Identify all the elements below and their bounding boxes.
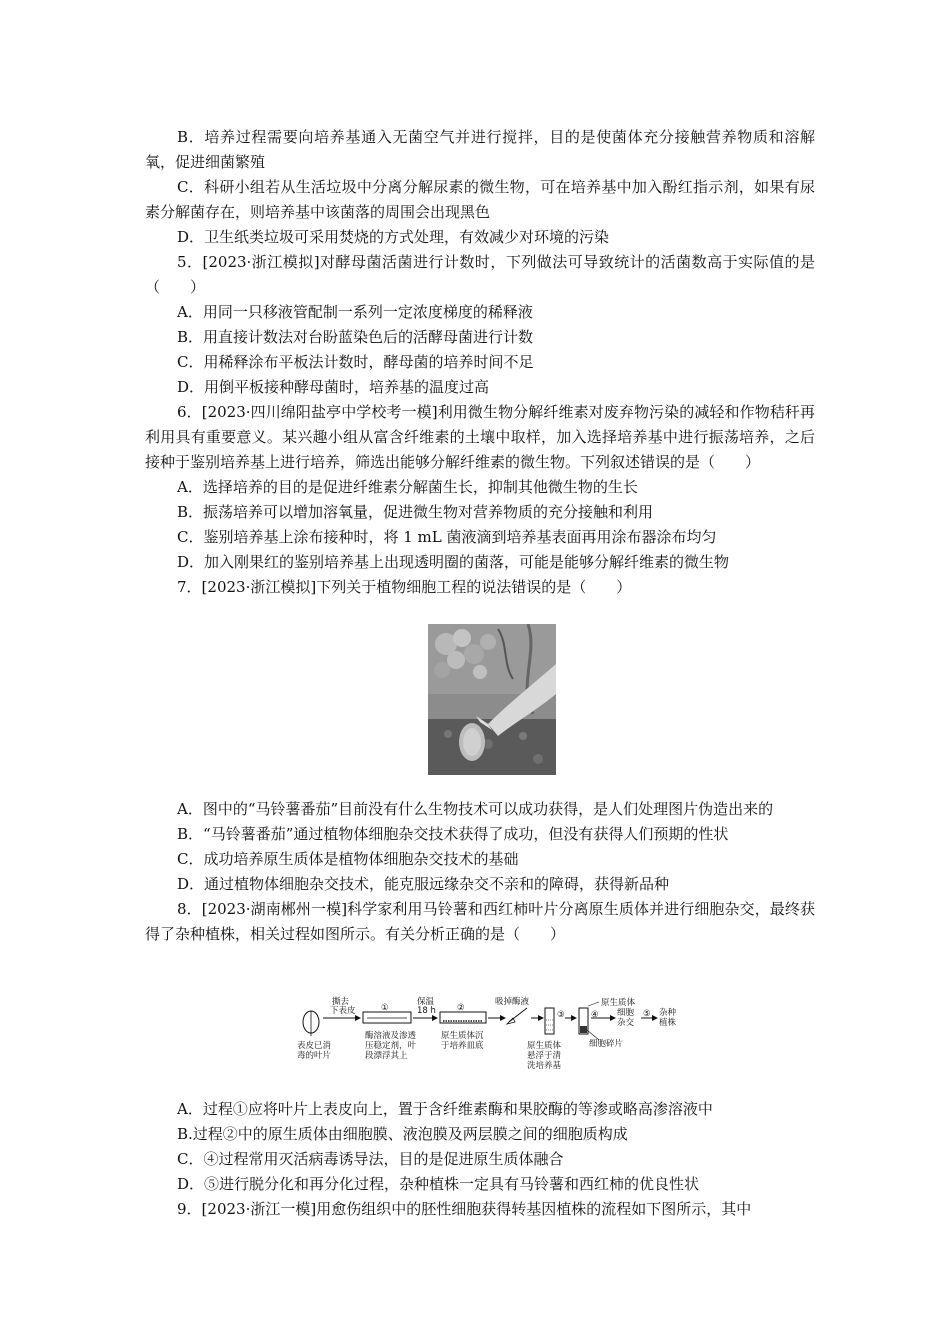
option-7a: A．图中的“马铃薯番茄”目前没有什么生物技术可以成功获得，是人们处理图片伪造出来的 (177, 800, 774, 818)
text-block-middle (145, 797, 815, 947)
step1-caption-1: 酶溶液及渗透 (365, 1031, 417, 1041)
paragraph-4d: D．卫生纸类垃圾可采用焚烧的方式处理，有效减少对环境的污染 (177, 228, 610, 246)
step2-label-2: 18 h (417, 1006, 436, 1016)
step1-caption-3: 段漂浮其上 (365, 1051, 408, 1061)
step2-number: ② (457, 1003, 465, 1013)
leaf-label-1: 表皮已消 (297, 1041, 332, 1051)
option-6a: A．选择培养的目的是促进纤维素分解菌生长，抑制其他微生物的生长 (177, 478, 638, 496)
text-block-top (145, 125, 815, 600)
option-5a: A．用同一只移液管配制一系列一定浓度梯度的稀释液 (177, 303, 533, 321)
option-8d: D．⑤进行脱分化和再分化过程，杂种植株一定具有马铃薯和西红柿的优良性状 (177, 1175, 700, 1193)
option-8a: A．过程①应将叶片上表皮向上，置于含纤维素酶和果胶酶的等渗或略高渗溶液中 (177, 1100, 713, 1118)
potato-tomato-photo (428, 624, 556, 775)
paragraph-4c: C．科研小组若从生活垃圾中分离分解尿素的微生物，可在培养基中加入酚红指示剂，如果有尿素分解菌存在，则培养基中该菌落的周围会出现黑色 (145, 178, 815, 221)
step1-caption-2: 压稳定剂，叶 (365, 1041, 417, 1051)
protoplast-pointer (588, 1002, 599, 1006)
question-8-stem: 8．[2023·湖南郴州一模]科学家利用马铃薯和西红柿叶片分离原生质体并进行细胞杂交，最终获得了杂种植株，相关过程如图所示。有关分析正确的是（ ） (145, 900, 815, 943)
leaf-label-2: 毒的叶片 (297, 1051, 332, 1061)
step2-caption-1: 原生质体沉 (441, 1031, 484, 1041)
result-label-1: 杂种 (659, 1008, 677, 1018)
pipette-icon (507, 1008, 527, 1024)
fusion-label-3: 杂交 (617, 1018, 635, 1028)
result-label-2: 植株 (659, 1018, 677, 1028)
paragraph-4b: B．培养过程需要向培养基通入无菌空气并进行搅拌，目的是使菌体充分接触营养物质和溶解氧，促进细菌繁殖 (145, 128, 815, 171)
step4-number: ④ (591, 1010, 599, 1020)
dish-1 (363, 1012, 411, 1023)
step3-number: ③ (557, 1010, 565, 1020)
option-8c: C．④过程常用灭活病毒诱导法，目的是促进原生质体融合 (177, 1150, 564, 1168)
step3-caption-1: 原生质体 (527, 1041, 562, 1051)
step3-caption-2: 悬浮于清 (527, 1051, 562, 1061)
step3-caption-3: 洗培养基 (527, 1061, 562, 1071)
option-6d: D．加入刚果红的鉴别培养基上出现透明圈的菌落，可能是能够分解纤维素的微生物 (177, 553, 730, 571)
photo-illustration (428, 624, 556, 775)
option-5b: B．用直接计数法对台盼蓝染色后的活酵母菌进行计数 (177, 328, 534, 346)
option-7b: B．“马铃薯番茄”通过植物体细胞杂交技术获得了成功，但没有获得人们预期的性状 (177, 825, 729, 843)
step0-label-1: 撕去 (332, 997, 350, 1007)
question-6-stem: 6．[2023·四川绵阳盐亭中学校考一模]利用微生物分解纤维素对废弃物污染的减轻和作物秸秆再利用具有重要意义。某兴趣小组从富含纤维素的土壤中取样，加入选择培养基中进行振荡培养，之后接种于鉴别培养基上进行培养，筛选出能够分解纤维素的微生物。下列叙述错误的是（ ） (145, 403, 815, 471)
leaf-icon (303, 1011, 319, 1036)
question-5-stem: 5．[2023·浙江模拟]对酵母菌活菌进行计数时，下列做法可导致统计的活菌数高于实际值的是（ ） (145, 253, 815, 296)
dish-2 (440, 1012, 486, 1023)
step4-caption: 细胞碎片 (589, 1039, 624, 1049)
option-8b: B.过程②中的原生质体由细胞膜、液泡膜及两层膜之间的细胞质构成 (177, 1125, 628, 1143)
test-tube-1 (545, 1008, 554, 1034)
step1-number: ① (381, 1003, 389, 1013)
step5-number: ⑤ (643, 1009, 651, 1019)
protoplast-fusion-diagram (295, 996, 690, 1072)
step0-label-2: 下表皮 (330, 1006, 356, 1016)
option-5d: D．用倒平板接种酵母菌时，培养基的温度过高 (177, 378, 490, 396)
question-7-stem: 7．[2023·浙江模拟]下列关于植物细胞工程的说法错误的是（ ） (177, 578, 632, 596)
fusion-label-2: 细胞 (617, 1008, 635, 1018)
fusion-label-1: 原生质体 (601, 998, 636, 1008)
option-6c: C．鉴别培养基上涂布接种时，将 1 mL 菌液滴到培养基表面再用涂布器涂布均匀 (177, 528, 717, 546)
step2-label-1: 保温 (417, 997, 435, 1007)
option-7c: C．成功培养原生质体是植物体细胞杂交技术的基础 (177, 850, 519, 868)
question-9-stem: 9．[2023·浙江一模]用愈伤组织中的胚性细胞获得转基因植株的流程如下图所示，其中 (177, 1200, 752, 1218)
text-block-bottom (145, 1097, 815, 1222)
step3-label: 吸掉酶液 (495, 997, 530, 1007)
option-5c: C．用稀释涂布平板法计数时，酵母菌的培养时间不足 (177, 353, 534, 371)
test-tube-2 (579, 1008, 588, 1034)
option-7d: D．通过植物体细胞杂交技术，能克服远缘杂交不亲和的障碍，获得新品种 (177, 875, 670, 893)
option-6b: B．振荡培养可以增加溶氧量，促进微生物对营养物质的充分接触和利用 (177, 503, 654, 521)
step2-caption-2: 于培养皿底 (441, 1041, 484, 1051)
